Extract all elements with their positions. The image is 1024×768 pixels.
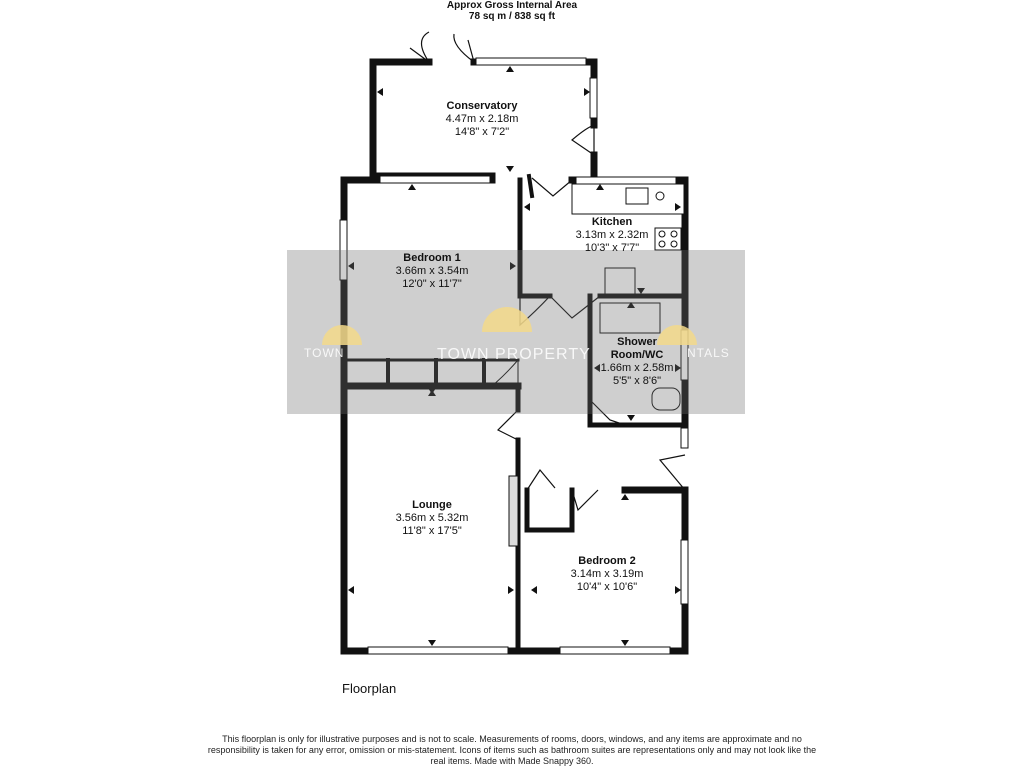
- fireplace: [509, 476, 518, 546]
- watermark-left: TOWN: [304, 346, 345, 360]
- window-conservatory-east: [590, 78, 597, 118]
- room-metric: 3.56m x 5.32m: [395, 512, 469, 524]
- room-imperial: 5'5" x 8'6": [612, 375, 662, 387]
- room-imperial: 12'0" x 11'7": [402, 278, 462, 290]
- area-value: 78 sq m / 838 sq ft: [468, 11, 556, 22]
- room-name: Kitchen: [591, 216, 633, 228]
- room-metric: 3.13m x 2.32m: [575, 229, 649, 241]
- room-name: Conservatory: [446, 100, 518, 112]
- room-name: Bedroom 1: [403, 252, 461, 264]
- floorplan-caption: Floorplan: [342, 681, 397, 696]
- room-metric: 4.47m x 2.18m: [445, 113, 519, 125]
- room-name: Bedroom 2: [578, 555, 636, 567]
- room-shower: [591, 336, 683, 388]
- window-bedroom2-south: [560, 647, 670, 654]
- window-hall: [681, 428, 688, 448]
- room-metric: 1.66m x 2.58m: [600, 362, 674, 374]
- toilet-icon: [652, 388, 680, 410]
- window-bedroom2-east: [681, 540, 688, 604]
- room-bedroom-2: [537, 555, 677, 594]
- room-imperial: 10'4" x 10'6": [576, 581, 638, 593]
- cupboard-wall: [527, 490, 572, 530]
- room-metric: 3.66m x 3.54m: [395, 265, 469, 277]
- room-name: Lounge: [412, 499, 452, 511]
- window-bedroom1-west: [340, 220, 347, 280]
- room-imperial: 14'8" x 7'2": [454, 126, 510, 138]
- watermark-right: NTALS: [687, 346, 730, 360]
- room-lounge: [362, 499, 502, 538]
- window-bedroom1-top: [380, 176, 490, 183]
- room-name-line2: Room/WC: [610, 349, 664, 361]
- disclaimer: This floorplan is only for illustrative purposes and is not to scale. Measurements of rooms, doors, windows, and any items are approximate and no responsibility is taken for any error, omission or mis-statement. Icons of items such as bathroom suites are representations only and may not look like the real items. Made with Made Snappy 360.: [207, 734, 817, 766]
- room-imperial: 11'8" x 17'5": [402, 525, 462, 537]
- room-kitchen: [542, 216, 682, 255]
- wardrobe-dividers: [388, 360, 484, 386]
- fridge-icon: [605, 268, 635, 296]
- conservatory-notch: [529, 176, 532, 196]
- room-conservatory: [412, 100, 552, 139]
- room-name-line1: Shower: [617, 336, 657, 348]
- room-imperial: 10'3" x 7'7": [584, 242, 640, 254]
- room-metric: 3.14m x 3.19m: [570, 568, 644, 580]
- window-conservatory-top: [476, 58, 586, 65]
- watermark-middle: TOWN PROPERTY: [437, 346, 591, 363]
- room-bedroom-1: [362, 252, 502, 291]
- area-title: Approx Gross Internal Area: [446, 0, 578, 11]
- window-kitchen-top: [576, 177, 676, 184]
- window-lounge: [368, 647, 508, 654]
